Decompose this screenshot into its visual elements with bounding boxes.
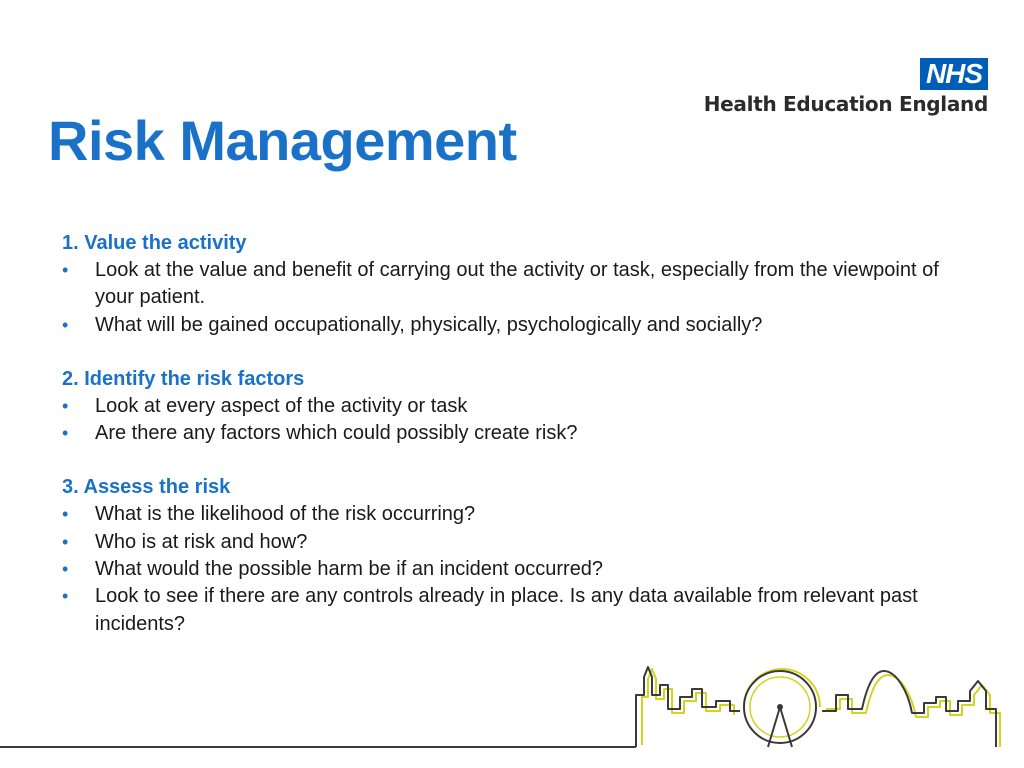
bullet-text: What will be gained occupationally, physically, psychologically and socially? (95, 313, 763, 336)
bullet-icon: • (62, 504, 69, 525)
bullet-text: What is the likelihood of the risk occurring? (95, 503, 476, 526)
slide-content (62, 230, 962, 665)
list-item (62, 583, 962, 638)
bullet-icon: • (62, 314, 69, 335)
bullet-text: Look at every aspect of the activity or task (95, 394, 468, 417)
bullet-icon: • (62, 260, 69, 280)
bullet-icon: • (62, 531, 69, 552)
section-heading: 2. Identify the risk factors (62, 367, 305, 390)
section-heading: 1. Value the activity (62, 232, 247, 254)
slide-title: Risk Management (48, 109, 517, 172)
section-value-activity (62, 230, 962, 339)
list-item (62, 556, 962, 583)
bullet-icon: • (62, 559, 69, 580)
list-item (62, 257, 962, 312)
list-item (62, 393, 962, 420)
bullet-list (62, 257, 962, 339)
list-item (62, 420, 962, 447)
bullet-list (62, 501, 962, 637)
org-name: Health Education England (703, 92, 988, 116)
london-skyline-illustration (0, 655, 1024, 768)
bullet-text: Look to see if there are any controls already in place. Is any data available from relevant past incidents? (95, 585, 918, 635)
bullet-text: What would the possible harm be if an incident occurred? (95, 558, 604, 581)
bullet-icon: • (62, 395, 69, 416)
bullet-text: Look at the value and benefit of carrying out the activity or task, especially from the viewpoint of your patient. (95, 259, 939, 309)
list-item (62, 312, 962, 339)
section-heading: 3. Assess the risk (62, 476, 231, 499)
london-eye-icon (744, 671, 816, 747)
section-identify-risk-factors (62, 366, 962, 448)
bullet-list (62, 393, 962, 448)
section-assess-risk (62, 474, 962, 637)
nhs-badge: NHS (920, 58, 988, 90)
bullet-icon: • (62, 423, 69, 444)
bullet-icon: • (62, 586, 69, 607)
bullet-text: Who is at risk and how? (95, 530, 308, 553)
list-item (62, 501, 962, 528)
nhs-hee-logo (700, 58, 990, 128)
list-item (62, 529, 962, 556)
bullet-text: Are there any factors which could possibly create risk? (95, 422, 578, 445)
